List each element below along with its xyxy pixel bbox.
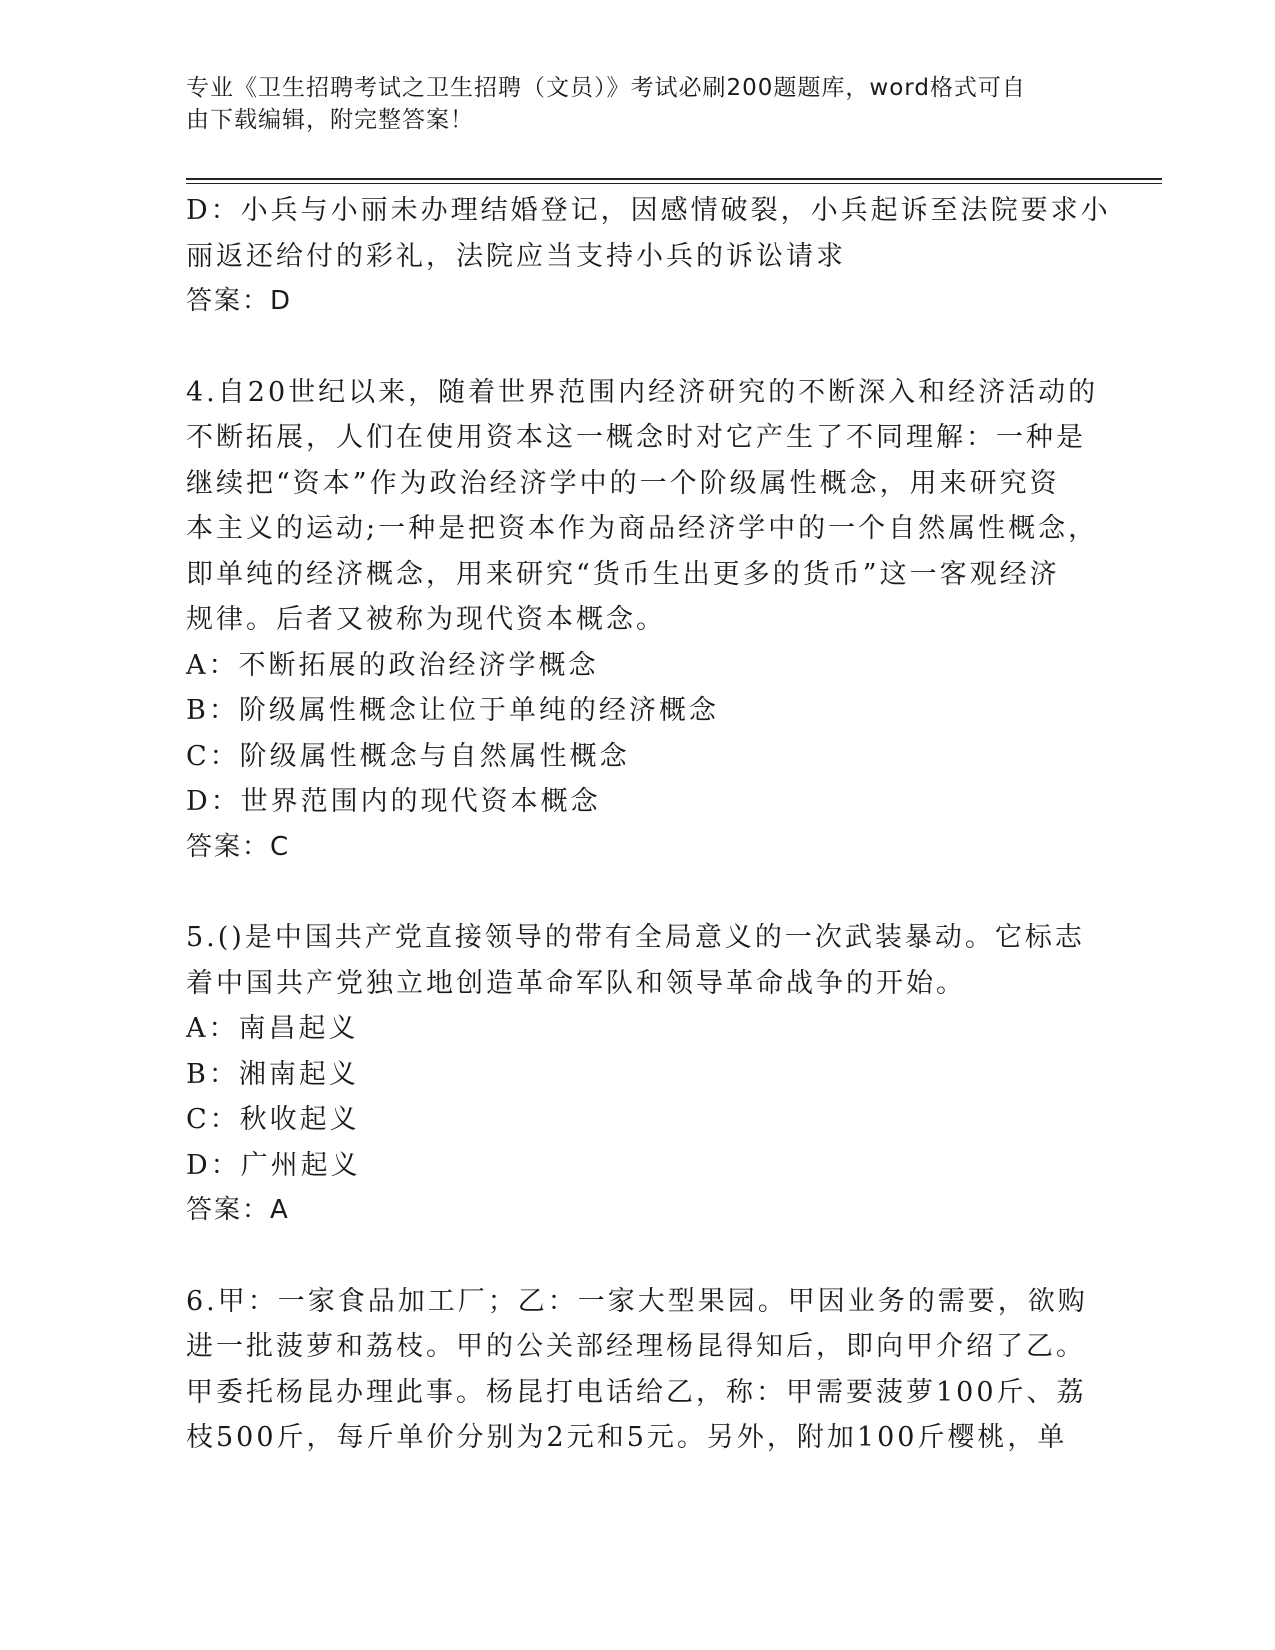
header-divider-thin bbox=[186, 183, 1162, 184]
option-d-continued: 丽返还给付的彩礼，法院应当支持小兵的诉讼请求 bbox=[186, 240, 846, 272]
question-4 bbox=[186, 370, 1099, 871]
question-stem-line: 继续把“资本”作为政治经济学中的一个阶级属性概念，用来研究资 bbox=[186, 467, 1060, 499]
question-6 bbox=[186, 1279, 1086, 1461]
question-5 bbox=[186, 915, 1086, 1234]
option-d: D：广州起义 bbox=[186, 1149, 361, 1181]
question-stem-line: 不断拓展，人们在使用资本这一概念时对它产生了不同理解：一种是 bbox=[186, 422, 1086, 453]
question-stem-line: 5.()是中国共产党直接领导的带有全局意义的一次武装暴动。它标志 bbox=[186, 922, 1085, 953]
question-stem-line: 进一批菠萝和荔枝。甲的公关部经理杨昆得知后，即向甲介绍了乙。 bbox=[186, 1331, 1086, 1362]
answer-line: 答案：D bbox=[186, 286, 293, 316]
question-stem-line: 即单纯的经济概念，用来研究“货币生出更多的货币”这一客观经济 bbox=[186, 558, 1060, 590]
question-stem-line: 甲委托杨昆办理此事。杨昆打电话给乙，称：甲需要菠萝100斤、荔 bbox=[186, 1376, 1087, 1408]
header-line-2: 由下载编辑，附完整答案！ bbox=[186, 107, 474, 133]
answer-line: 答案：A bbox=[186, 1195, 290, 1225]
question-stem-line: 着中国共产党独立地创造革命军队和领导革命战争的开始。 bbox=[186, 967, 966, 999]
option-a: A：不断拓展的政治经济学概念 bbox=[186, 649, 599, 681]
question-stem-line: 本主义的运动;一种是把资本作为商品经济学中的一个自然属性概念， bbox=[186, 513, 1099, 544]
option-b: B：阶级属性概念让位于单纯的经济概念 bbox=[186, 695, 719, 726]
question-stem-line: 规律。后者又被称为现代资本概念。 bbox=[186, 604, 666, 635]
option-c: C：阶级属性概念与自然属性概念 bbox=[186, 740, 630, 772]
option-c: C：秋收起义 bbox=[186, 1104, 360, 1135]
document-header bbox=[186, 72, 1086, 136]
option-a: A：南昌起义 bbox=[186, 1013, 359, 1044]
document-body bbox=[186, 188, 1111, 1461]
question-3-tail bbox=[186, 188, 1111, 325]
question-stem-line: 4.自20世纪以来，随着世界范围内经济研究的不断深入和经济活动的 bbox=[186, 376, 1099, 408]
answer-line: 答案：C bbox=[186, 831, 291, 862]
option-b: B：湘南起义 bbox=[186, 1058, 359, 1090]
question-stem-line: 6.甲：一家食品加工厂；乙：一家大型果园。甲因业务的需要，欲购 bbox=[186, 1285, 1088, 1317]
header-divider-thick bbox=[186, 178, 1162, 180]
header-line-1: 专业《卫生招聘考试之卫生招聘（文员）》考试必刷200题题库，word格式可自 bbox=[186, 75, 1026, 101]
option-d: D：小兵与小丽未办理结婚登记，因感情破裂，小兵起诉至法院要求小 bbox=[186, 195, 1111, 226]
question-stem-line: 枝500斤，每斤单价分别为2元和5元。另外，附加100斤樱桃，单 bbox=[186, 1422, 1068, 1453]
option-d: D：世界范围内的现代资本概念 bbox=[186, 786, 601, 817]
